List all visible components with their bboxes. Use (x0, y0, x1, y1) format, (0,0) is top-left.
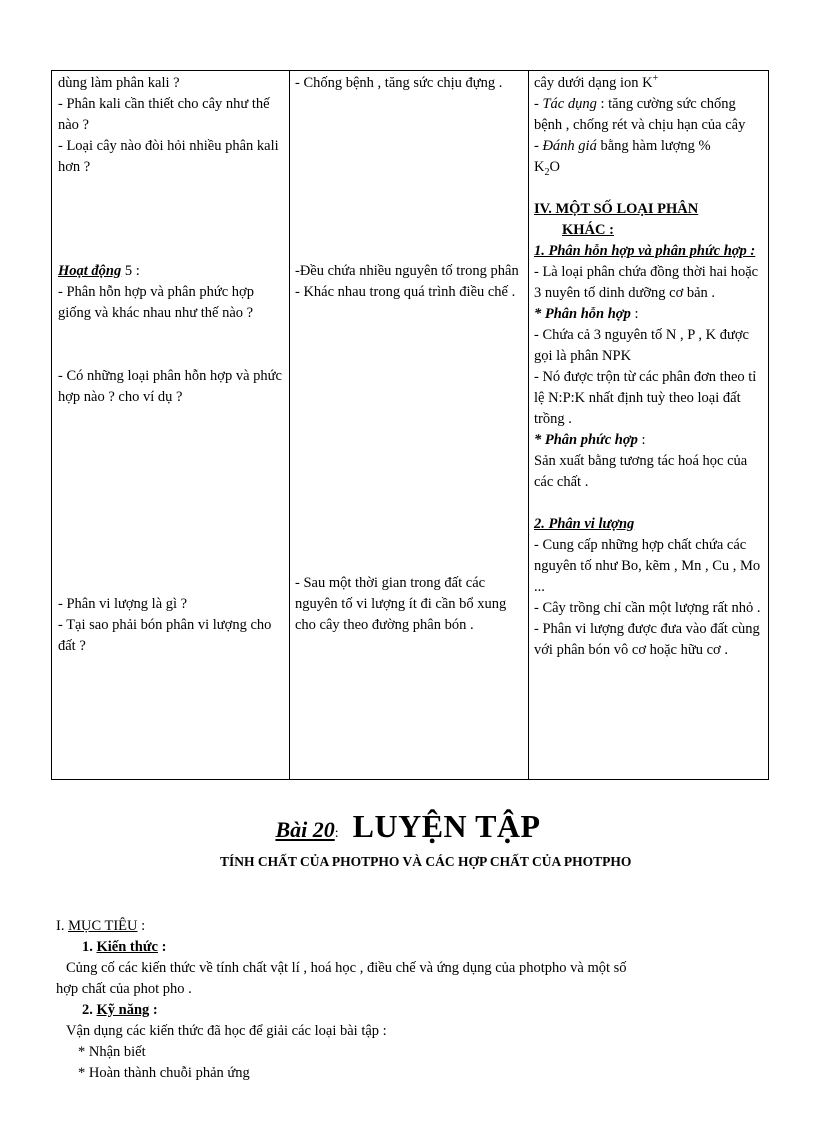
teacher-questions-micro (58, 594, 284, 657)
activity-label: Hoạt động (58, 263, 122, 279)
skills-text: Vận dụng các kiến thức đã học để giải các loại bài tập : (66, 1023, 387, 1039)
lesson-colon: : (334, 826, 339, 841)
knowledge-text: Củng cố các kiến thức về tính chất vật lí , hoá học , điều chế và ứng dụng của photpho và một số (66, 960, 627, 976)
question-text: dùng làm phân kali ? (58, 75, 180, 91)
mix-label: * Phân hỗn hợp (534, 306, 631, 322)
activity-number: 5 : (121, 263, 140, 279)
skills-item: * Hoàn thành chuỗi phản ứng (78, 1065, 250, 1081)
lesson-number: Bài 20 (275, 817, 335, 842)
teacher-questions-top (58, 73, 284, 178)
question-text: - Loại cây nào đòi hỏi nhiều phân kali hơn ? (58, 138, 279, 175)
content-text: cây dưới dạng ion K+ (534, 73, 659, 91)
question-text: - Tại sao phải bón phân vi lượng cho đất ? (58, 617, 272, 654)
answer-text: - Chống bệnh , tăng sức chịu đựng . (295, 75, 503, 91)
content-text: - Đánh giá bằng hàm lượng % (534, 138, 711, 154)
formula-k2o: $K_2O$ (534, 159, 560, 178)
skills-item: * Nhận biết (78, 1044, 146, 1060)
lesson-content (534, 73, 766, 661)
knowledge-heading: 1. Kiến thức : (82, 939, 167, 955)
content-text: - Nó được trộn từ các phân đơn theo tỉ lệ N:P:K nhất định tuỳ theo loại đất trồng . (534, 369, 757, 427)
column-divider (289, 71, 290, 779)
skills-heading: 2. Kỹ năng : (82, 1002, 158, 1018)
content-text: - Cung cấp những hợp chất chứa các nguyên tố như Bo, kẽm , Mn , Cu , Mo ... (534, 537, 761, 595)
content-text: - Là loại phân chứa đồng thời hai hoặc 3 nuyên tố dinh dưỡng cơ bản . (534, 264, 759, 301)
section-iv-heading-cont: KHÁC : (562, 222, 614, 238)
question-text: - Có những loại phân hỗn hợp và phức hợp nào ? cho ví dụ ? (58, 368, 282, 405)
subsection-1-title: 1. Phân hỗn hợp và phân phức hợp : (534, 243, 756, 259)
answer-text: - Khác nhau trong quá trình điều chế . (295, 284, 516, 300)
answer-text: -Đều chứa nhiều nguyên tố trong phân (295, 263, 519, 279)
content-text: - Chứa cả 3 nguyên tố N , P , K được gọi là phân NPK (534, 327, 749, 364)
student-answers-micro (295, 573, 523, 636)
student-answers-top (295, 73, 523, 94)
subsection-2-title: 2. Phân vi lượng (534, 516, 635, 532)
column-divider (528, 71, 529, 779)
lesson-table (51, 70, 769, 780)
question-text: - Phân vi lượng là gì ? (58, 596, 188, 612)
question-text: - Phân kali cần thiết cho cây như thế nào ? (58, 96, 270, 133)
objectives-heading: I. MỤC TIÊU : (56, 918, 146, 934)
content-text: - Cây trồng chỉ cần một lượng rất nhỏ . (534, 600, 761, 616)
answer-text: - Sau một thời gian trong đất các nguyên tố vi lượng ít đi cần bổ xung cho cây theo đường phân bón . (295, 575, 507, 633)
content-text: * Phân phức hợp : (534, 432, 646, 448)
question-text: - Phân hỗn hợp và phân phức hợp giống và khác nhau như thế nào ? (58, 284, 254, 321)
teacher-questions-activity5 (58, 261, 284, 408)
lesson-title (0, 808, 816, 845)
lesson-subtitle: TÍNH CHẤT CỦA PHOTPHO VÀ CÁC HỢP CHẤT CỦA PHOTPHO (220, 854, 632, 869)
activity-heading (58, 261, 284, 282)
section-iv-heading: IV. MỘT SỐ LOẠI PHÂN (534, 201, 699, 217)
content-text: Sản xuất bằng tương tác hoá học của các chất . (534, 453, 748, 490)
objectives-section (56, 916, 786, 1084)
lesson-title-text: LUYỆN TẬP (352, 808, 541, 844)
content-text: - Tác dụng : tăng cường sức chống bệnh , chống rét và chịu hạn của cây (534, 96, 746, 133)
student-answers-activity5 (295, 261, 523, 303)
content-text: * Phân hỗn hợp : (534, 306, 639, 322)
eval-label: - Đánh giá (534, 138, 597, 154)
complex-label: * Phân phức hợp (534, 432, 638, 448)
knowledge-text-cont: hợp chất của phot pho . (56, 981, 192, 997)
content-text: - Phân vi lượng được đưa vào đất cùng với phân bón vô cơ hoặc hữu cơ . (534, 621, 760, 658)
effect-label: - Tác dụng (534, 96, 597, 112)
